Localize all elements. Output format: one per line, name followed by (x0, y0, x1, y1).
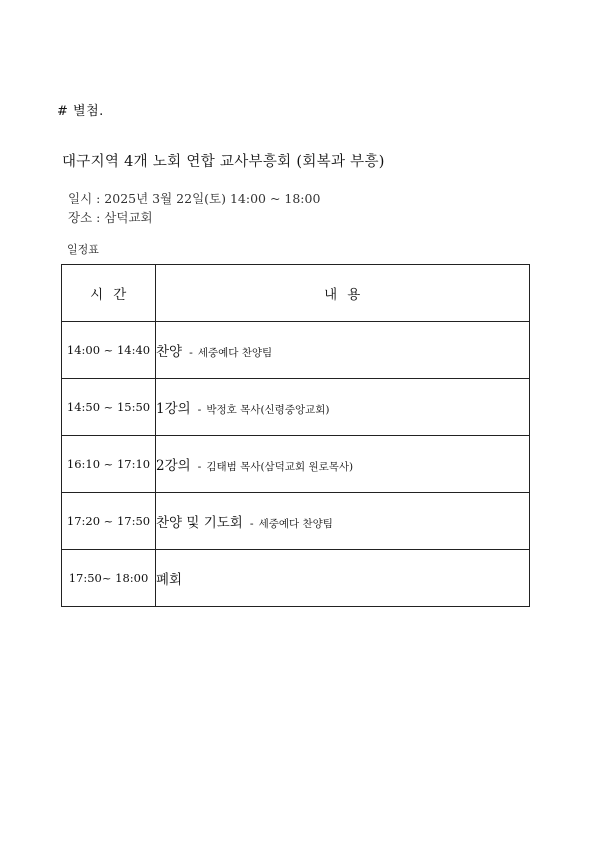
event-place-line: 장소 : 삼덕교회 (68, 210, 153, 225)
session-separator: - (197, 403, 202, 416)
session-detail: 김태범 목사(삼덕교회 원로목사) (206, 461, 354, 473)
schedule-row (62, 493, 530, 550)
session-time: 17:20 ~ 17:50 (62, 493, 156, 550)
session-separator: - (197, 460, 202, 473)
session-time: 14:50 ~ 15:50 (62, 379, 156, 436)
session-detail: 세중예다 찬양팀 (197, 347, 273, 359)
schedule-caption: 일정표 (67, 243, 99, 256)
session-separator: - (249, 517, 254, 530)
session-time: 14:00 ~ 14:40 (62, 322, 156, 379)
session-time: 16:10 ~ 17:10 (62, 436, 156, 493)
schedule-row (62, 436, 530, 493)
session-content (156, 436, 530, 493)
event-date-line: 일시 : 2025년 3월 22일(토) 14:00 ~ 18:00 (68, 191, 321, 206)
session-title: 찬양 (156, 344, 183, 360)
session-detail: 박정호 목사(신령중앙교회) (206, 404, 330, 416)
session-content (156, 493, 530, 550)
session-separator: - (189, 346, 193, 359)
time-column-header: 시 간 (62, 265, 156, 322)
session-detail: 세중예다 찬양팀 (258, 518, 333, 530)
session-content (156, 322, 530, 379)
schedule-row (62, 550, 530, 607)
session-time: 17:50~ 18:00 (62, 550, 156, 607)
attachment-label: # 별첨. (57, 104, 104, 119)
session-title: 폐회 (156, 572, 183, 588)
session-title: 찬양 및 기도회 (156, 515, 243, 531)
event-title: 대구지역 4개 노회 연합 교사부흥회 (회복과 부흥) (62, 154, 385, 170)
schedule-row (62, 379, 530, 436)
session-content (156, 550, 530, 607)
content-column-header: 내 용 (156, 265, 530, 322)
schedule-table (61, 264, 530, 607)
schedule-row (62, 322, 530, 379)
session-title: 1강의 (156, 401, 191, 417)
schedule-header-row (62, 265, 530, 322)
session-title: 2강의 (156, 458, 191, 474)
session-content (156, 379, 530, 436)
